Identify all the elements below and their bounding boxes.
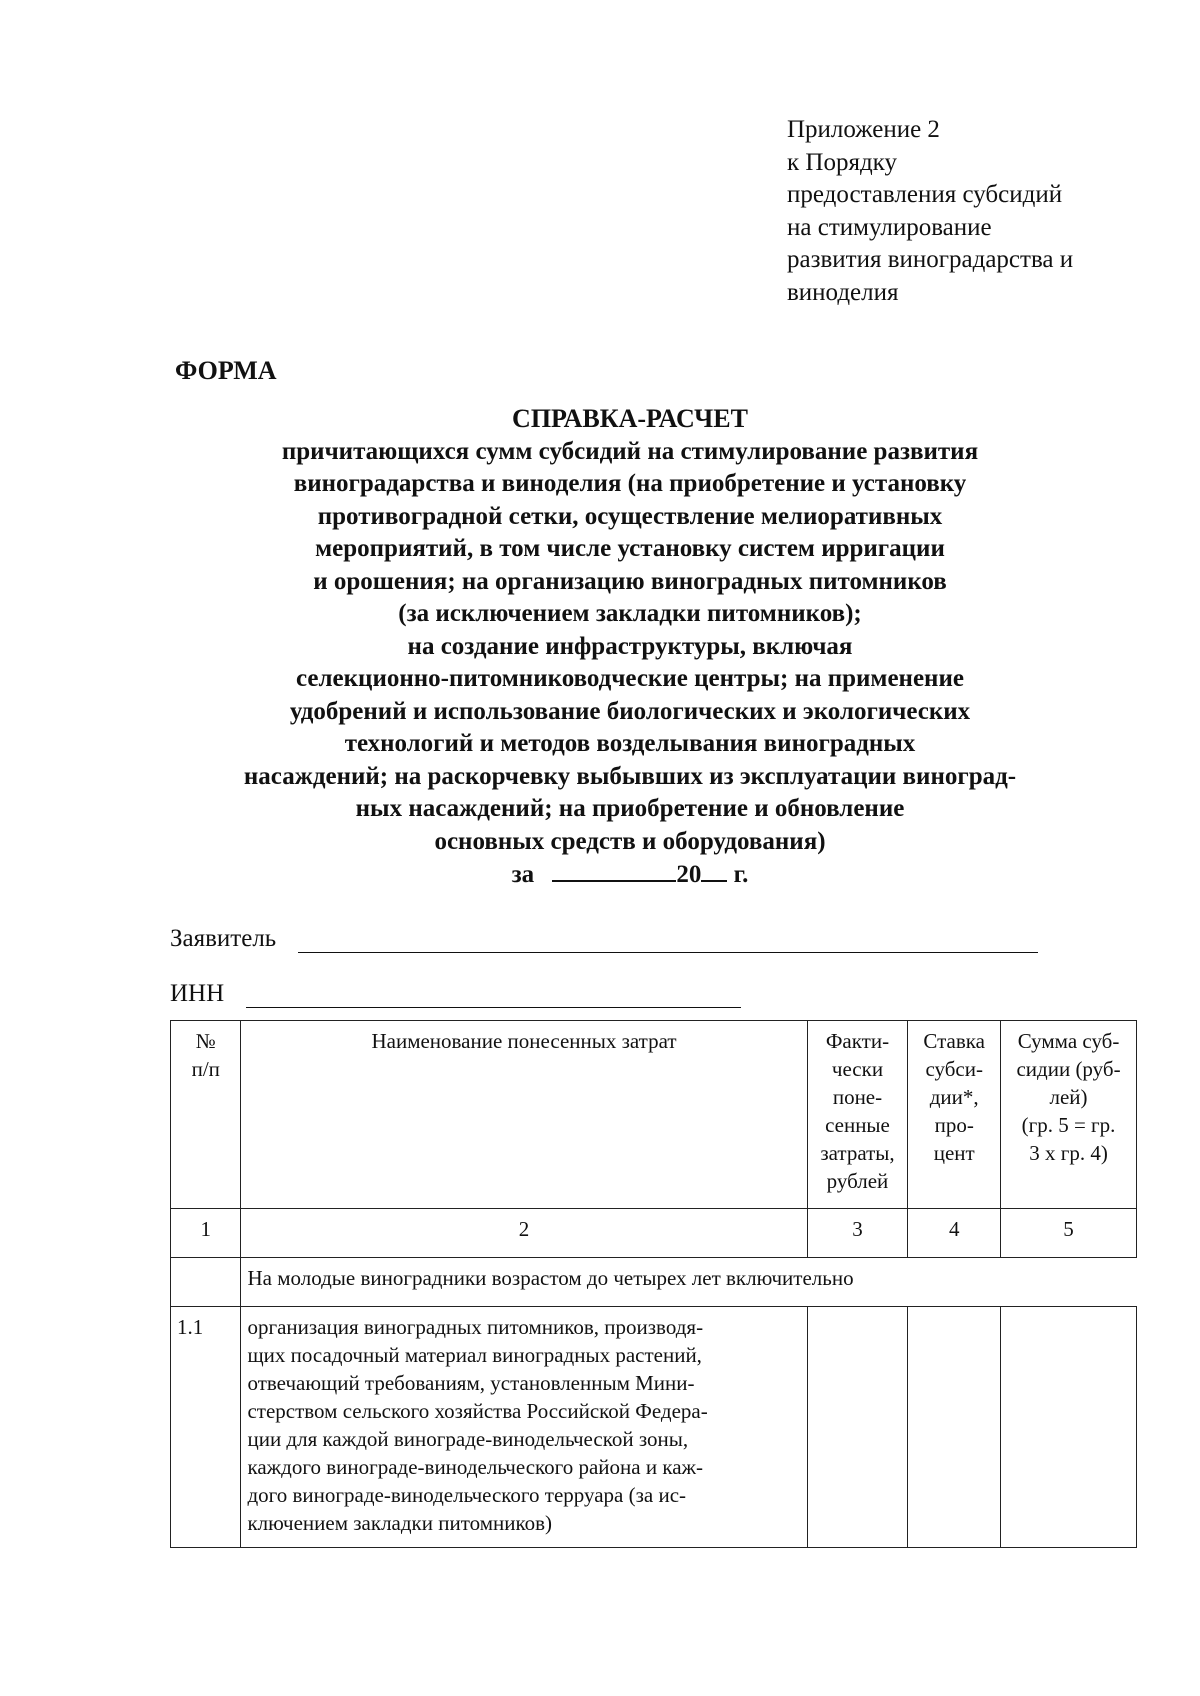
section-title: На молодые виноградники возрастом до четырех лет включительно bbox=[241, 1258, 1137, 1307]
header-text: рублей bbox=[826, 1169, 889, 1193]
report-period bbox=[150, 858, 1110, 892]
appendix-line: Приложение 2 bbox=[787, 116, 940, 143]
header-text: п/п bbox=[191, 1057, 220, 1081]
row-text-line: ключением закладки питомников) bbox=[247, 1511, 553, 1535]
column-number-row bbox=[171, 1209, 1137, 1258]
row-text-line: щих посадочный материал виноградных растений, bbox=[247, 1343, 702, 1367]
inn-input-line[interactable] bbox=[246, 983, 741, 1008]
appendix-reference bbox=[787, 114, 1147, 309]
inn-field bbox=[170, 980, 741, 1008]
column-number: 3 bbox=[807, 1209, 908, 1258]
period-prefix: за bbox=[511, 861, 535, 888]
row-subsidy-amount-cell[interactable] bbox=[1001, 1307, 1137, 1548]
column-number: 5 bbox=[1001, 1209, 1137, 1258]
appendix-line: предоставления субсидий bbox=[787, 181, 1063, 208]
appendix-line: виноделия bbox=[787, 278, 899, 306]
heading-line: и орошения; на организацию виноградных питомников bbox=[313, 567, 947, 595]
row-expense-name bbox=[241, 1307, 807, 1548]
form-label: ФОРМА bbox=[175, 356, 277, 385]
row-text-line: ции для каждой винограде-винодельческой зоны, bbox=[247, 1427, 689, 1451]
row-text-line: организация виноградных питомников, производя- bbox=[247, 1315, 704, 1339]
appendix-line: на стимулирование bbox=[787, 213, 992, 241]
table-row bbox=[171, 1307, 1137, 1548]
header-actual-costs bbox=[807, 1021, 908, 1209]
heading-line: ных насаждений; на приобретение и обновление bbox=[355, 795, 905, 822]
header-text: про- bbox=[934, 1113, 974, 1137]
applicant-field bbox=[170, 925, 1038, 953]
header-subsidy-amount bbox=[1001, 1021, 1137, 1209]
row-subsidy-rate-cell[interactable] bbox=[908, 1307, 1001, 1548]
row-number: 1.1 bbox=[171, 1307, 241, 1548]
document-title: СПРАВКА-РАСЧЕТ bbox=[512, 404, 748, 433]
row-text-line: каждого винограде-винодельческого района и каж- bbox=[247, 1455, 704, 1479]
period-year-prefix: 20 bbox=[676, 861, 702, 888]
header-text: сенные bbox=[825, 1113, 890, 1137]
applicant-input-line[interactable] bbox=[298, 928, 1038, 953]
header-text: Ставка bbox=[923, 1029, 985, 1053]
column-number: 2 bbox=[241, 1209, 807, 1258]
applicant-label: Заявитель bbox=[170, 925, 277, 952]
row-text-line: отвечающий требованиям, установленным Мини- bbox=[247, 1371, 695, 1395]
section-number-cell bbox=[171, 1258, 241, 1307]
header-text: лей) bbox=[1049, 1085, 1088, 1109]
heading-line: причитающихся сумм субсидий на стимулирование развития bbox=[281, 437, 979, 465]
header-text: Сумма суб- bbox=[1017, 1029, 1120, 1053]
header-text: чески bbox=[831, 1057, 884, 1081]
row-actual-costs-cell[interactable] bbox=[807, 1307, 908, 1548]
header-text: субси- bbox=[925, 1057, 983, 1081]
column-number: 4 bbox=[908, 1209, 1001, 1258]
header-text: № bbox=[195, 1029, 216, 1053]
row-text-line: стерством сельского хозяйства Российской Федера- bbox=[247, 1399, 708, 1423]
heading-line: удобрений и использование биологических и экологических bbox=[289, 697, 971, 725]
inn-label: ИНН bbox=[170, 980, 225, 1007]
header-expense-name bbox=[241, 1021, 807, 1209]
section-row bbox=[171, 1258, 1137, 1307]
column-number: 1 bbox=[171, 1209, 241, 1258]
header-text: дии*, bbox=[929, 1085, 979, 1109]
heading-line: (за исключением закладки питомников); bbox=[398, 600, 862, 627]
heading-line: на создание инфраструктуры, включая bbox=[407, 632, 853, 660]
heading-line: селекционно-питомниководческие центры; на применение bbox=[296, 665, 964, 692]
header-text: Факти- bbox=[825, 1029, 890, 1053]
header-text: поне- bbox=[832, 1085, 883, 1109]
header-text: цент bbox=[933, 1141, 975, 1165]
heading-line: мероприятий, в том числе установку систем ирригации bbox=[315, 535, 945, 562]
period-year-blank[interactable] bbox=[701, 858, 727, 882]
appendix-line: развития виноградарства и bbox=[787, 246, 1074, 273]
heading-line: противоградной сетки, осуществление мелиоративных bbox=[317, 502, 943, 530]
appendix-line: к Порядку bbox=[787, 148, 897, 176]
header-text: затраты, bbox=[820, 1141, 895, 1165]
row-text-line: дого винограде-винодельческого терруара (за ис- bbox=[247, 1483, 687, 1507]
period-month-blank[interactable] bbox=[552, 858, 676, 882]
heading-line: основных средств и оборудования) bbox=[434, 827, 826, 855]
heading-line: технологий и методов возделывания виноградных bbox=[344, 730, 916, 757]
header-text: (гр. 5 = гр. bbox=[1021, 1113, 1116, 1137]
header-text: 3 х гр. 4) bbox=[1029, 1141, 1108, 1165]
heading-line: насаждений; на раскорчевку выбывших из эксплуатации виноград- bbox=[243, 762, 1017, 790]
table-header-row bbox=[171, 1021, 1137, 1209]
header-number bbox=[171, 1021, 241, 1209]
heading-line: виноградарства и виноделия (на приобретение и установку bbox=[293, 470, 967, 497]
header-text: сидии (руб- bbox=[1016, 1057, 1121, 1081]
subsidy-calculation-table bbox=[170, 1020, 1137, 1548]
period-suffix: г. bbox=[733, 861, 749, 888]
header-text: Наименование понесенных затрат bbox=[371, 1029, 677, 1053]
header-subsidy-rate bbox=[908, 1021, 1001, 1209]
document-heading bbox=[150, 403, 1110, 892]
